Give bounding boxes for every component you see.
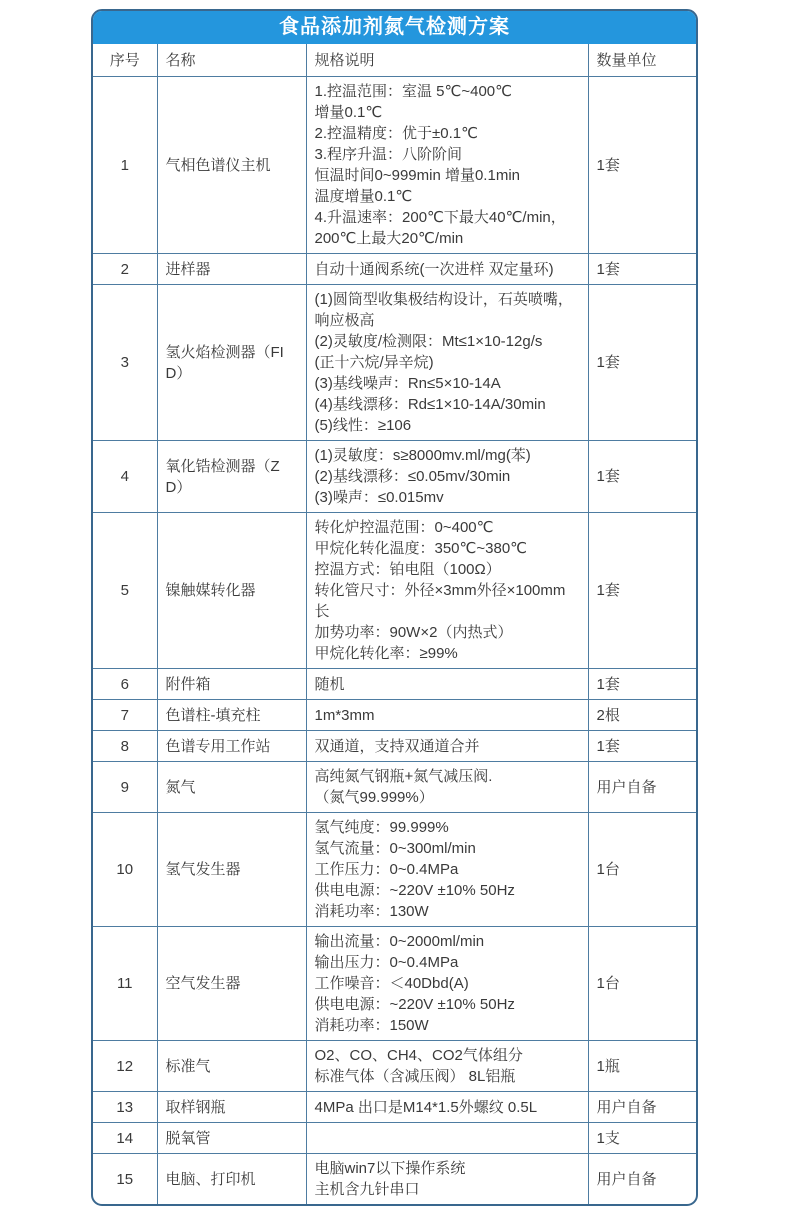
- table-row: [93, 1123, 698, 1154]
- spec-line: (3)噪声：≤0.015mv: [314, 489, 444, 506]
- item-name-cell: 进样器: [157, 254, 306, 285]
- spec-line: (5)线性：≥106: [314, 417, 412, 434]
- table-row: [93, 700, 698, 731]
- spec-line: (2)基线漂移：≤0.05mv/30min: [314, 468, 511, 485]
- row-number-cell: 7: [93, 700, 157, 731]
- spec-line: (2)灵敏度/检测限：Mt≤1×10-12g/s: [314, 333, 543, 350]
- spec-line: 氢气流量：0~300ml/min: [314, 840, 476, 857]
- row-number-cell: 3: [93, 285, 157, 441]
- spec-line: 输出流量：0~2000ml/min: [314, 933, 485, 950]
- table-row: [93, 1092, 698, 1123]
- spec-line: 消耗功率：150W: [314, 1017, 429, 1034]
- item-name-cell: 电脑、打印机: [157, 1154, 306, 1205]
- quantity-cell: 1瓶: [588, 1041, 698, 1092]
- row-number-cell: 6: [93, 669, 157, 700]
- table-row: [93, 441, 698, 513]
- spec-line: 转化炉控温范围：0~400℃: [314, 519, 494, 536]
- spec-line: (1)圆筒型收集极结构设计，石英喷嘴，: [314, 291, 573, 308]
- header-name: 名称: [157, 44, 306, 77]
- spec-line: 控温方式：铂电阻（100Ω）: [314, 561, 501, 578]
- table-header-row: [93, 44, 698, 77]
- quantity-cell: 1套: [588, 285, 698, 441]
- spec-line: 响应极高: [314, 312, 375, 329]
- quantity-cell: 用户自备: [588, 1154, 698, 1205]
- table-row: [93, 254, 698, 285]
- item-name-cell: 空气发生器: [157, 927, 306, 1041]
- spec-line: O2、CO、CH4、CO2气体组分: [314, 1047, 523, 1064]
- spec-line: 加势功率：90W×2（内热式）: [314, 624, 513, 641]
- spec-line: 转化管尺寸：外径×3mm外径×100mm长: [314, 582, 566, 620]
- quantity-cell: 1台: [588, 927, 698, 1041]
- row-number-cell: 8: [93, 731, 157, 762]
- spec-line: （氮气99.999%）: [314, 789, 434, 806]
- spec-line: 恒温时间0~999min 增量0.1min: [314, 167, 520, 184]
- page-title: 食品添加剂氮气检测方案: [93, 11, 696, 44]
- spec-cell: [306, 77, 588, 254]
- spec-line: 消耗功率：130W: [314, 903, 429, 920]
- item-name-cell: 取样钢瓶: [157, 1092, 306, 1123]
- spec-cell: [306, 1154, 588, 1205]
- spec-cell: [306, 1092, 588, 1123]
- spec-line: 氢气纯度：99.999%: [314, 819, 449, 836]
- quantity-cell: 1支: [588, 1123, 698, 1154]
- header-spec: 规格说明: [306, 44, 588, 77]
- spec-line: 自动十通阀系统(一次进样 双定量环): [314, 260, 554, 278]
- spec-line: 高纯氮气钢瓶+氮气减压阀.: [314, 768, 493, 785]
- row-number-cell: 10: [93, 813, 157, 927]
- row-number-cell: 12: [93, 1041, 157, 1092]
- quantity-cell: 1套: [588, 731, 698, 762]
- spec-line: (3)基线噪声：Rn≤5×10-14A: [314, 375, 501, 392]
- spec-line: 工作噪音：＜40Dbd(A): [314, 975, 469, 992]
- table-row: [93, 1154, 698, 1205]
- table-row: [93, 77, 698, 254]
- spec-cell: [306, 1123, 588, 1154]
- table-row: [93, 669, 698, 700]
- item-name-cell: 附件箱: [157, 669, 306, 700]
- table-row: [93, 513, 698, 669]
- spec-cell: [306, 669, 588, 700]
- row-number-cell: 9: [93, 762, 157, 813]
- quantity-cell: 用户自备: [588, 1092, 698, 1123]
- table-row: [93, 813, 698, 927]
- row-number-cell: 13: [93, 1092, 157, 1123]
- spec-line: 供电电源：~220V ±10% 50Hz: [314, 996, 515, 1013]
- table-row: [93, 285, 698, 441]
- table-row: [93, 731, 698, 762]
- spec-line: 供电电源：~220V ±10% 50Hz: [314, 882, 515, 899]
- spec-line: 随机: [314, 675, 345, 693]
- spec-line: 甲烷化转化率：≥99%: [314, 645, 458, 662]
- spec-line: 输出压力：0~0.4MPa: [314, 954, 459, 971]
- item-name-cell: 标准气: [157, 1041, 306, 1092]
- spec-line: 200℃上最大20℃/min: [314, 230, 464, 247]
- spec-cell: [306, 1041, 588, 1092]
- spec-line: 甲烷化转化温度：350℃~380℃: [314, 540, 528, 557]
- spec-cell: [306, 285, 588, 441]
- spec-line: 温度增量0.1℃: [314, 188, 413, 205]
- spec-line: 双通道，支持双通道合并: [314, 737, 480, 755]
- table-row: [93, 762, 698, 813]
- row-number-cell: 11: [93, 927, 157, 1041]
- spec-line: 增量0.1℃: [314, 104, 383, 121]
- spec-line: 4.升温速率：200℃下最大40℃/min，: [314, 209, 566, 226]
- table-row: [93, 927, 698, 1041]
- spec-card: [91, 9, 698, 1206]
- item-name-cell: 镍触媒转化器: [157, 513, 306, 669]
- spec-line: 工作压力：0~0.4MPa: [314, 861, 459, 878]
- spec-line: 1.控温范围：室温 5℃~400℃: [314, 83, 512, 100]
- row-number-cell: 2: [93, 254, 157, 285]
- spec-line: (1)灵敏度：s≥8000mv.ml/mg(苯): [314, 447, 531, 464]
- quantity-cell: 1套: [588, 77, 698, 254]
- row-number-cell: 4: [93, 441, 157, 513]
- spec-line: 3.程序升温：八阶阶间: [314, 146, 463, 163]
- item-name-cell: 色谱专用工作站: [157, 731, 306, 762]
- spec-cell: [306, 731, 588, 762]
- table-body: [93, 77, 698, 1205]
- item-name-cell: 脱氧管: [157, 1123, 306, 1154]
- spec-cell: [306, 762, 588, 813]
- spec-table: [93, 44, 698, 1204]
- spec-cell: [306, 441, 588, 513]
- item-name-cell: 氢气发生器: [157, 813, 306, 927]
- quantity-cell: 用户自备: [588, 762, 698, 813]
- item-name-cell: 色谱柱-填充柱: [157, 700, 306, 731]
- item-name-cell: 氮气: [157, 762, 306, 813]
- quantity-cell: 1套: [588, 669, 698, 700]
- item-name-cell: 氧化锆检测器（ZD）: [157, 441, 306, 513]
- spec-cell: [306, 813, 588, 927]
- spec-cell: [306, 700, 588, 731]
- spec-line: (4)基线漂移：Rd≤1×10-14A/30min: [314, 396, 546, 413]
- spec-line: 标准气体（含减压阀） 8L铝瓶: [314, 1068, 516, 1085]
- spec-line: 电脑win7以下操作系统: [314, 1160, 466, 1177]
- table-row: [93, 1041, 698, 1092]
- row-number-cell: 14: [93, 1123, 157, 1154]
- row-number-cell: 15: [93, 1154, 157, 1205]
- spec-cell: [306, 254, 588, 285]
- row-number-cell: 1: [93, 77, 157, 254]
- spec-line: 1m*3mm: [314, 706, 375, 724]
- item-name-cell: 气相色谱仪主机: [157, 77, 306, 254]
- spec-cell: [306, 513, 588, 669]
- spec-line: (正十六烷/异辛烷): [314, 354, 434, 371]
- quantity-cell: 1套: [588, 254, 698, 285]
- spec-line: 2.控温精度：优于±0.1℃: [314, 125, 478, 142]
- header-no: 序号: [93, 44, 157, 77]
- header-qty: 数量单位: [588, 44, 698, 77]
- spec-line: 4MPa 出口是M14*1.5外螺纹 0.5L: [314, 1098, 538, 1116]
- item-name-cell: 氢火焰检测器（FID）: [157, 285, 306, 441]
- quantity-cell: 1套: [588, 513, 698, 669]
- quantity-cell: 1套: [588, 441, 698, 513]
- spec-line: 主机含九针串口: [314, 1181, 420, 1198]
- spec-cell: [306, 927, 588, 1041]
- quantity-cell: 1台: [588, 813, 698, 927]
- row-number-cell: 5: [93, 513, 157, 669]
- quantity-cell: 2根: [588, 700, 698, 731]
